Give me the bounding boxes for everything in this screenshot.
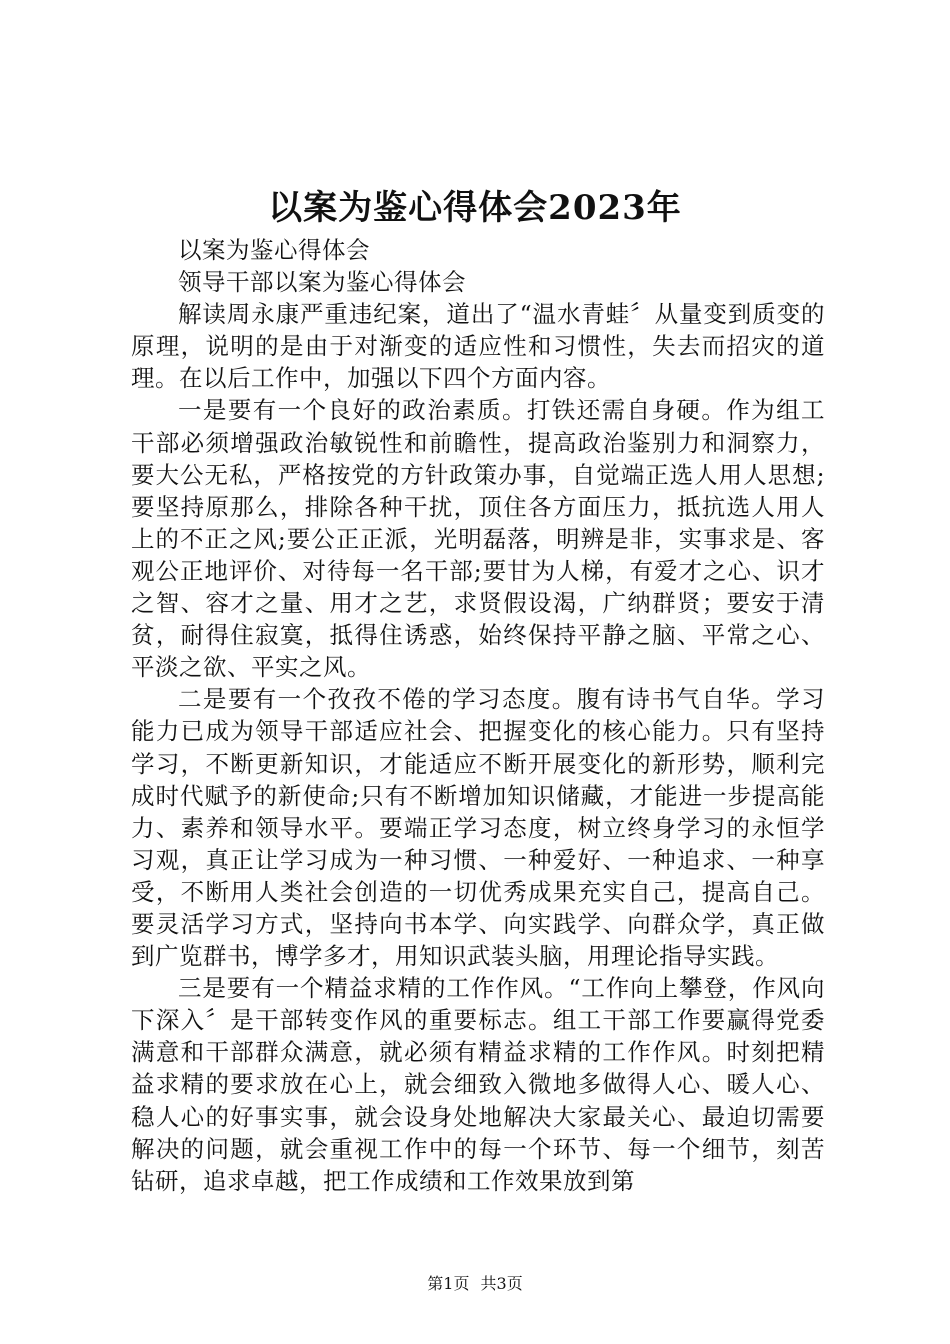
- paragraph-point-two: 二是要有一个孜孜不倦的学习态度。腹有诗书气自华。学习能力已成为领导干部适应社会、把握变化的核心能力。只有坚持学习，不断更新知识，才能适应不断开展变化的新形势，顺利完成时代赋予的新使命;只有不断增加知识储藏，才能进一步提高能力、素养和领导水平。要端正学习态度，树立终身学习的永恒学习观，真正让学习成为一种习惯、一种爱好、一种追求、一种享受，不断用人类社会创造的一切优秀成果充实自己，提高自己。要灵活学习方式，坚持向书本学、向实践学、向群众学，真正做到广览群书，博学多才，用知识武装头脑，用理论指导实践。: [131, 685, 825, 971]
- paragraph-point-three: 三是要有一个精益求精的工作作风。“工作向上攀登，作风向下深入〞是干部转变作风的重要标志。组工干部工作要赢得党委满意和干部群众满意，就必须有精益求精的工作作风。时刻把精益求精的要求放在心上，就会细致入微地多做得人心、暖人心、稳人心的好事实事，就会设身处地解决大家最关心、最迫切需要解决的问题，就会重视工作中的每一个环节、每一个细节，刻苦钻研，追求卓越，把工作成绩和工作效果放到第: [131, 974, 825, 1195]
- page-total: 共3页: [480, 1274, 523, 1293]
- paragraph-heading: 领导干部以案为鉴心得体会: [178, 268, 466, 297]
- paragraph-intro: 解读周永康严重违纪案，道出了“温水青蛙〞从量变到质变的原理，说明的是由于对渐变的适应性和习惯性，失去而招灾的道理。在以后工作中，加强以下四个方面内容。: [131, 300, 825, 393]
- page-footer: [0, 1271, 950, 1294]
- paragraph-subtitle: 以案为鉴心得体会: [178, 236, 370, 264]
- document-body: [131, 234, 825, 1197]
- paragraph-point-one: 一是要有一个良好的政治素质。打铁还需自身硬。作为组工干部必须增强政治敏锐性和前瞻性，提高政治鉴别力和洞察力，要大公无私，严格按党的方针政策办事，自觉端正选人用人思想;要坚持原那么，排除各种干扰，顶住各方面压力，抵抗选人用人上的不正之风;要公正正派，光明磊落，明辨是非，实事求是、客观公正地评价、对待每一名干部;要甘为人梯，有爱才之心、识才之智、容才之量、用才之艺，求贤假设渴，广纳群贤；要安于清贫，耐得住寂寞，抵得住诱惑，始终保持平静之脑、平常之心、平淡之欲、平实之风。: [131, 396, 825, 682]
- document-title: 以案为鉴心得体会2023年: [268, 188, 682, 228]
- page-number: 第1页: [427, 1274, 470, 1293]
